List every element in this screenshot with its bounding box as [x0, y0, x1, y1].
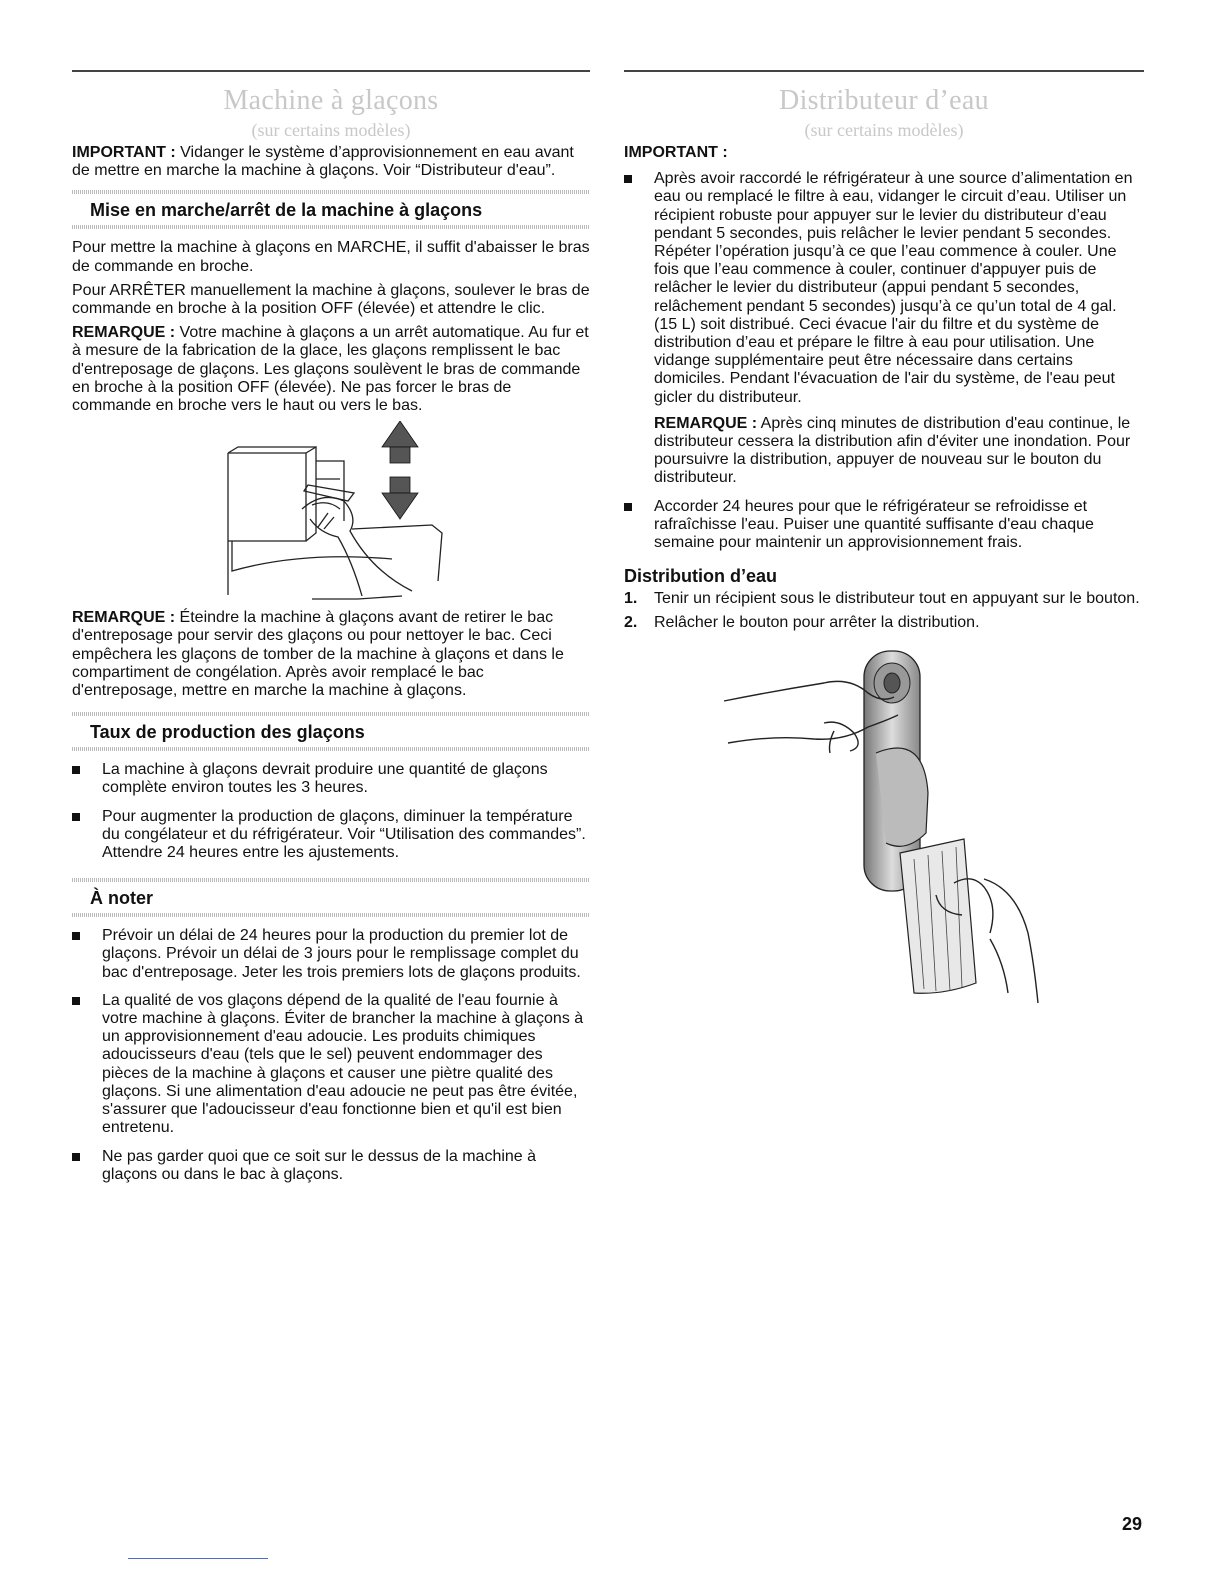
bullet-list [624, 170, 1144, 552]
hatch-rule [72, 225, 590, 229]
section-title-ice-maker: Machine à glaçons [223, 85, 439, 116]
step-number: 1. [624, 590, 638, 608]
list-item: Accorder 24 heures pour que le réfrigérateur se refroidisse et rafraîchisse l'eau. Puiser une quantité suffisante d'eau chaque semaine pour maintenir un approvisionnement frais. [624, 498, 1144, 553]
subsection-heading: Mise en marche/arrêt de la machine à glaçons [90, 200, 483, 221]
note-paragraph [72, 609, 590, 700]
important-label: IMPORTANT : [624, 144, 728, 161]
note-paragraph [72, 324, 590, 415]
note-label: REMARQUE : [654, 414, 758, 432]
top-rule [624, 70, 1144, 72]
important-label: IMPORTANT : [72, 144, 176, 161]
section-subtitle: (sur certains modèles) [804, 120, 964, 140]
important-text: Vidanger le système d’approvisionnement en eau avant de mettre en marche la machine à glaçons. Voir “Distributeur d'eau”. [72, 144, 574, 180]
subsection-header [72, 712, 590, 751]
ice-maker-arm-illustration [72, 421, 590, 601]
section-subtitle: (sur certains modèles) [251, 120, 411, 140]
list-item: La machine à glaçons devrait produire une quantité de glaçons complète environ toutes les 3 heures. [72, 761, 590, 797]
list-item [624, 590, 1144, 608]
list-item-text: Après avoir raccordé le réfrigérateur à une source d’alimentation en eau ou remplacé le filtre à eau, vidanger le circuit d’eau. Utiliser un récipient robuste pour appuyer sur le levier du distributeur d’eau pendant 5 secondes, puis relâcher le levier pendant 5 secondes. Répéter l’opération jusqu’à ce que l’eau commence à couler. Une fois que l’eau commence à couler, continuer d'appuyer puis de relâcher le levier du distributeur (appui pendant 5 secondes, relâchement pendant 5 secondes) jusqu’à ce qu’un total de 4 gal. (15 L) soit distribué. Ceci évacue l'air du filtre et du système de distribution d’eau et prépare le filtre à eau pour utilisation. Une vidange supplémentaire peut être nécessaire dans certains domiciles. Pendant l'évacuation de l'air du système, de l'eau peut gicler du distributeur. [654, 170, 1133, 406]
up-down-arrows-icon [382, 421, 418, 519]
numbered-list [624, 590, 1144, 632]
step-text: Tenir un récipient sous le distributeur tout en appuyant sur le bouton. [654, 590, 1140, 608]
note-paragraph [654, 415, 1144, 488]
list-item [624, 170, 1144, 487]
note-label: REMARQUE : [72, 324, 176, 342]
note-label: REMARQUE : [72, 609, 176, 627]
bullet-list [72, 761, 590, 862]
top-rule [72, 70, 590, 72]
hatch-rule [72, 747, 590, 751]
note-text: Votre machine à glaçons a un arrêt automatique. Au fur et à mesure de la fabrication de la glace, les glaçons remplissent le bac d'entreposage de glaçons. Les glaçons soulèvent le bras de commande en broche à la position OFF (élevée). Ne pas forcer le bras de commande en broche vers le haut ou vers le bas. [72, 324, 589, 415]
subsection-heading: À noter [90, 888, 153, 909]
list-item: Prévoir un délai de 24 heures pour la production du premier lot de glaçons. Prévoir un délai de 3 jours pour le remplissage complet du bac d'entreposage. Jeter les trois premiers lots de glaçons produits. [72, 927, 590, 982]
paragraph: Pour mettre la machine à glaçons en MARCHE, il suffit d'abaisser le bras de commande en broche. [72, 239, 590, 275]
left-column [72, 70, 590, 1194]
subsection-heading: Taux de production des glaçons [90, 722, 365, 743]
list-item: Pour augmenter la production de glaçons, diminuer la température du congélateur et du réfrigérateur. Voir “Utilisation des commandes”. Attendre 24 heures entre les ajustements. [72, 808, 590, 863]
bullet-list [72, 927, 590, 1184]
step-number: 2. [624, 614, 638, 632]
section-title-water-dispenser: Distributeur d’eau [779, 85, 989, 116]
list-item: Ne pas garder quoi que ce soit sur le dessus de la machine à glaçons ou dans le bac à glaçons. [72, 1148, 590, 1184]
note-text: Éteindre la machine à glaçons avant de retirer le bac d'entreposage pour servir des glaçons ou pour nettoyer le bac. Ceci empêchera les glaçons de tomber de la machine à glaçons et dans le compartiment de congélation. Après avoir remplacé le bac d'entreposage, mettre en marche la machine à glaçons. [72, 609, 564, 700]
paragraph: Pour ARRÊTER manuellement la machine à glaçons, soulever le bras de commande en broche à la position OFF (élevée) et attendre le clic. [72, 281, 590, 318]
footer-rule [128, 1558, 268, 1559]
page-number: 29 [1121, 1514, 1142, 1534]
step-text: Relâcher le bouton pour arrêter la distribution. [654, 614, 980, 632]
subsection-header [72, 878, 590, 917]
subsection-header [72, 190, 590, 229]
important-paragraph [72, 144, 590, 180]
water-dispenser-illustration [624, 643, 1144, 1023]
list-item: La qualité de vos glaçons dépend de la qualité de l'eau fournie à votre machine à glaçons. Éviter de brancher la machine à glaçons à un approvisionnement d'eau adoucie. Les produits chimiques adoucisseurs d'eau (tels que le sel) peuvent endommager des pièces de la machine à glaçons et causer une piètre qualité des glaçons. Si une alimentation d'eau adoucie ne peut pas être évitée, s'assurer que l'adoucisseur d'eau fonctionne bien et qu'il est bien entretenu. [72, 992, 590, 1138]
hatch-rule [72, 913, 590, 917]
list-item [624, 614, 1144, 632]
note-text: Après cinq minutes de distribution d'eau continue, le distributeur cessera la distribution afin d'éviter une inondation. Pour poursuivre la distribution, appuyer de nouveau sur le bouton du distributeur. [654, 414, 1131, 487]
important-paragraph [624, 144, 1144, 162]
subsection-heading: Distribution d’eau [624, 566, 777, 587]
right-column [624, 70, 1144, 1023]
